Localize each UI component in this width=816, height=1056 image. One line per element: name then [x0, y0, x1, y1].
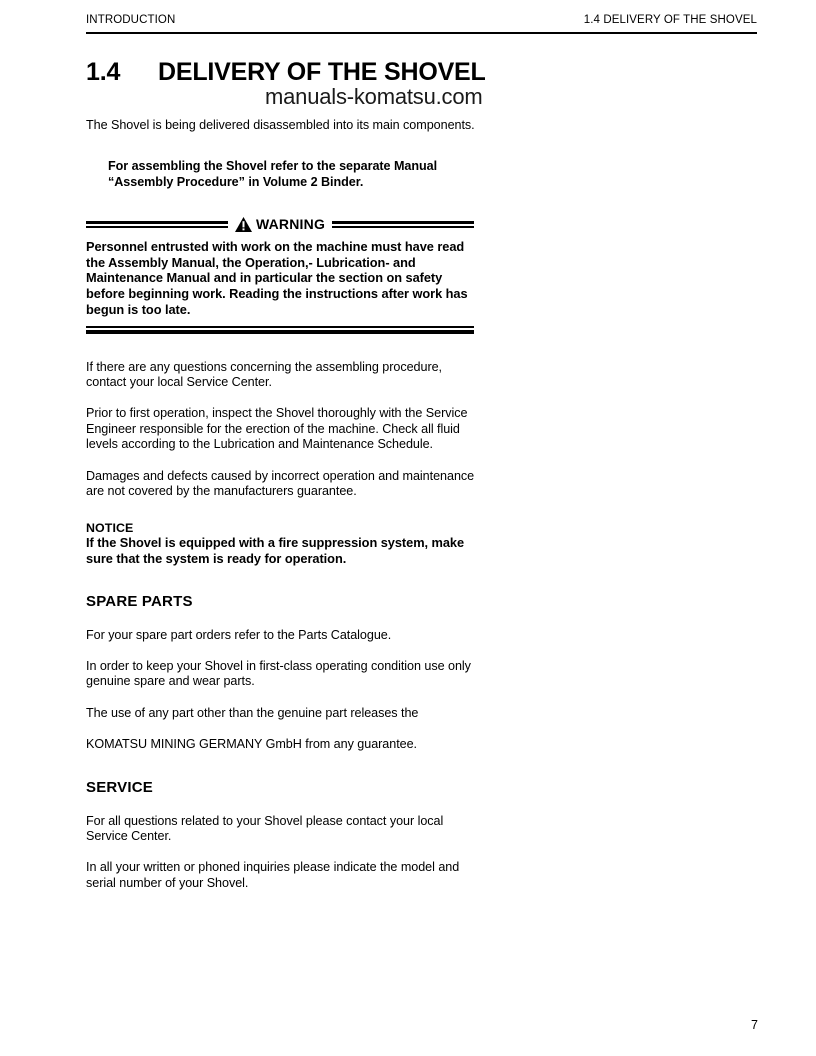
warning-label-text: WARNING [255, 216, 326, 233]
warning-label [228, 216, 332, 232]
header-right-text: 1.4 DELIVERY OF THE SHOVEL [583, 14, 757, 26]
spare-parts-paragraph-4: KOMATSU MINING GERMANY GmbH from any guarantee. [86, 737, 418, 752]
body-paragraph-1: If there are any questions concerning the assembling procedure, contact your local Service Center. [86, 359, 442, 389]
section-number: 1.4 [86, 58, 121, 86]
spare-parts-heading: SPARE PARTS [86, 592, 193, 610]
service-paragraph-2: In all your written or phoned inquiries please indicate the model and serial number of your Shovel. [86, 860, 460, 890]
spare-parts-paragraph-2: In order to keep your Shovel in first-class operating condition use only genuine spare and wear parts. [86, 659, 471, 689]
page-header [86, 14, 757, 26]
document-body [86, 118, 476, 891]
header-divider [86, 32, 757, 34]
assembly-note: For assembling the Shovel refer to the separate Manual “Assembly Procedure” in Volume 2 Binder. [108, 159, 438, 189]
service-paragraph-1: For all questions related to your Shovel please contact your local Service Center. [86, 813, 444, 844]
header-left-text: INTRODUCTION [86, 14, 176, 26]
warning-rule-right [332, 221, 474, 228]
body-paragraph-2: Prior to first operation, inspect the Shovel thoroughly with the Service Engineer responsible for the erection of the machine. Check all fluid levels according to the Lubrication and Maintenance Schedule. [86, 406, 468, 452]
warning-header [86, 216, 474, 232]
section-title: DELIVERY OF THE SHOVEL [158, 58, 486, 86]
spare-parts-paragraph-1: For your spare part orders refer to the Parts Catalogue. [86, 627, 392, 642]
intro-paragraph: The Shovel is being delivered disassembled into its main components. [86, 118, 475, 132]
watermark-text: manuals-komatsu.com [265, 84, 483, 109]
warning-rule-bottom [86, 317, 474, 333]
body-paragraph-3: Damages and defects caused by incorrect operation and maintenance are not covered by the manufacturers guarantee. [86, 468, 475, 498]
warning-body-text: Personnel entrusted with work on the machine must have read the Assembly Manual, the Operation,- Lubrication- and Maintenance Manual and in particular the section on safety before beginning work. Reading the instructions after work has begun is too late. [86, 239, 468, 317]
spare-parts-paragraph-3: The use of any part other than the genuine part releases the [86, 705, 419, 720]
page-title [86, 58, 646, 87]
notice-body-text: If the Shovel is equipped with a fire suppression system, make sure that the system is ready for operation. [86, 535, 465, 566]
service-heading: SERVICE [86, 778, 153, 796]
warning-rule-left [86, 221, 228, 228]
notice-heading: NOTICE [86, 521, 134, 536]
warning-triangle-icon [235, 217, 252, 232]
page-number: 7 [751, 1018, 758, 1032]
warning-box [86, 216, 474, 333]
